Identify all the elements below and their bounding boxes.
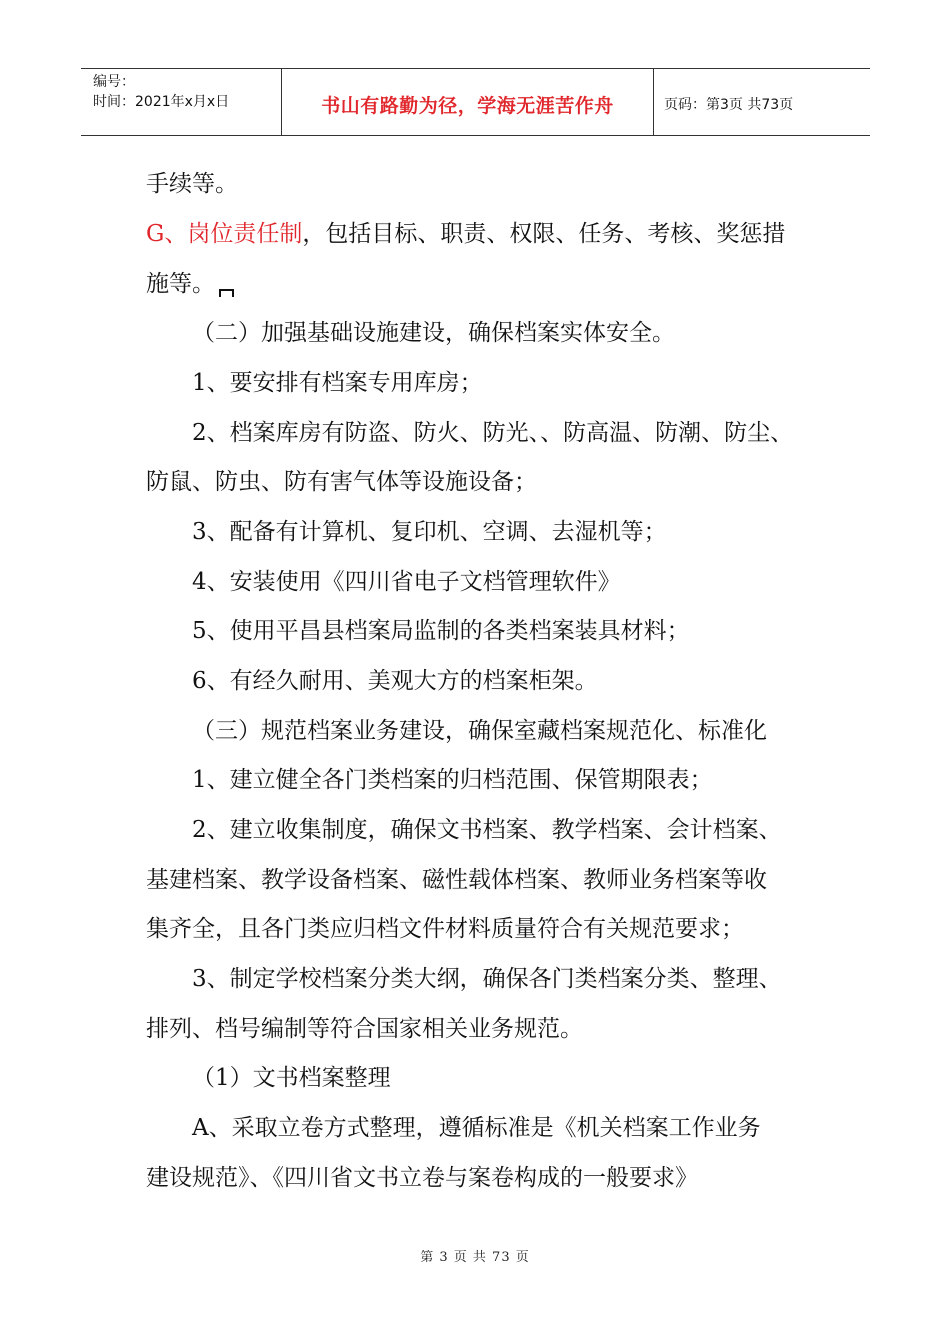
body-line: 手续等。 (146, 171, 238, 197)
list-item-continuation: 集齐全，且各门类应归档文件材料质量符合有关规范要求； (146, 916, 744, 942)
list-item-continuation: 排列、档号编制等符合国家相关业务规范。 (146, 1016, 583, 1042)
subsection-heading: （1）文书档案整理 (192, 1065, 391, 1091)
list-item: 2、建立收集制度，确保文书档案、教学档案、会计档案、 (192, 817, 782, 843)
section-heading: （二）加强基础设施建设，确保档案实体安全。 (192, 320, 675, 346)
document-time-label: 时间：2021年x月x日 (93, 94, 230, 110)
header-meta-cell (81, 69, 282, 135)
body-line (146, 219, 785, 249)
list-item: 2、档案库房有防盗、防火、防光、、防高温、防潮、防尘、 (192, 420, 794, 446)
header-motto: 书山有路勤为径，学海无涯苦作舟 (321, 94, 614, 117)
header-motto-cell (282, 69, 654, 135)
highlighted-term: G、岗位责任制 (146, 221, 303, 247)
text-cursor-mark-icon (219, 289, 234, 297)
page-header (81, 68, 870, 136)
body-line-text: ，包括目标、职责、权限、任务、考核、奖惩措 (302, 221, 786, 247)
list-item: 3、制定学校档案分类大纲，确保各门类档案分类、整理、 (192, 966, 782, 992)
list-item: 1、建立健全各门类档案的归档范围、保管期限表； (192, 767, 713, 793)
list-item: 3、配备有计算机、复印机、空调、去湿机等； (192, 519, 667, 545)
list-item: 1、要安排有档案专用库房； (192, 370, 483, 396)
list-item: 5、使用平昌县档案局监制的各类档案装具材料； (192, 618, 690, 644)
list-item-continuation: 建设规范》、《四川省文书立卷与案卷构成的一般要求》 (146, 1165, 698, 1191)
header-page-cell (654, 69, 870, 135)
document-number-label: 编号： (93, 74, 135, 90)
page-footer: 第 3 页 共 73 页 (420, 1250, 530, 1265)
list-item: A、采取立卷方式整理，遵循标准是《机关档案工作业务 (192, 1115, 761, 1141)
list-item-continuation: 防鼠、防虫、防有害气体等设施设备； (146, 469, 537, 495)
header-page-info: 页码：第3页 共73页 (664, 97, 794, 113)
body-line (146, 269, 234, 299)
list-item: 6、有经久耐用、美观大方的档案柜架。 (192, 668, 598, 694)
list-item: 4、安装使用《四川省电子文档管理软件》 (192, 569, 621, 595)
list-item-continuation: 基建档案、教学设备档案、磁性载体档案、教师业务档案等收 (146, 867, 767, 893)
section-heading: （三）规范档案业务建设，确保室藏档案规范化、标准化 (192, 718, 767, 744)
body-line-text: 施等。 (146, 271, 215, 297)
